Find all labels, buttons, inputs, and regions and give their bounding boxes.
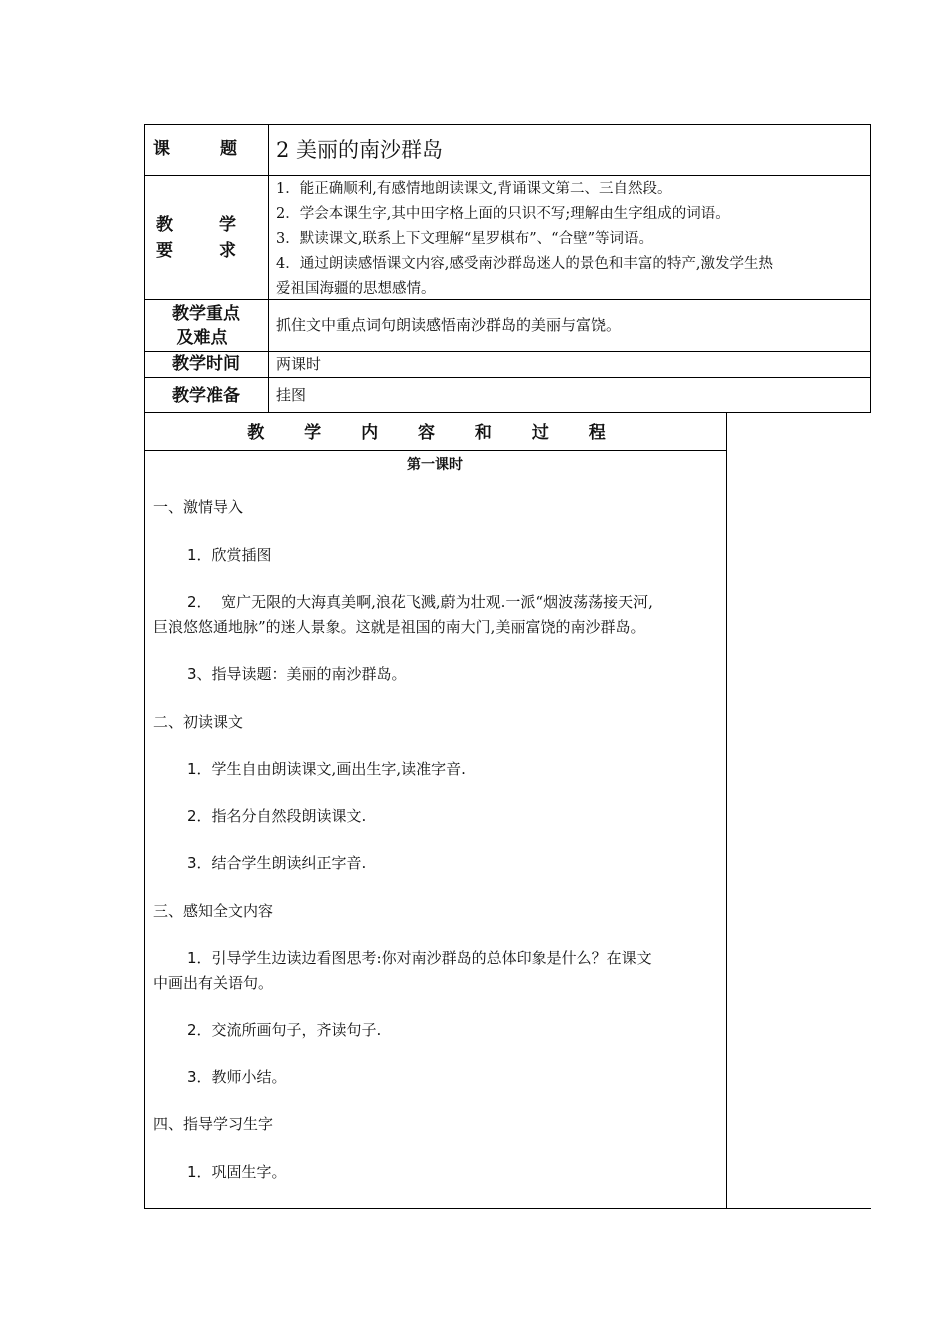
prep-label: 教学准备 [172, 386, 240, 406]
process-title: 教 学 内 容 和 过 程 [247, 423, 623, 443]
time-value: 两课时 [276, 355, 322, 373]
process-border-bottom [144, 1208, 871, 1209]
item-text: 宽广无限的大海真美啊,浪花飞溅,蔚为壮观.一派“烟波荡荡接天河, [221, 593, 653, 611]
process-column-divider [726, 412, 727, 1208]
table-row-divider [144, 412, 871, 413]
item-text: 指导读题：美丽的南沙群岛。 [211, 665, 407, 683]
requirements-list [276, 177, 866, 302]
item-number: 2． [187, 807, 212, 825]
list-item [153, 543, 713, 568]
requirements-label-line1: 教 学 [156, 215, 256, 235]
table-border-top [144, 124, 871, 125]
list-item [153, 757, 713, 782]
item-number: 2． [187, 593, 212, 611]
focus-value: 抓住文中重点词句朗读感悟南沙群岛的美丽与富饶。 [276, 316, 622, 334]
section-heading: 三、感知全文内容 [153, 902, 274, 920]
list-item-continuation: 中画出有关语句。 [153, 974, 274, 992]
list-item [153, 590, 713, 615]
list-item [153, 851, 713, 876]
item-number: 2． [187, 1021, 212, 1039]
requirement-item: 爱祖国海疆的思想感情。 [276, 281, 436, 297]
topic-value: 2 美丽的南沙群岛 [276, 138, 444, 162]
list-item [153, 1018, 713, 1043]
focus-label-line2: 及难点 [176, 328, 228, 348]
list-item [153, 946, 713, 971]
list-item [153, 1160, 713, 1185]
item-text: 指名分自然段朗读课文. [211, 807, 367, 825]
item-text: 引导学生边读边看图思考:你对南沙群岛的总体印象是什么？在课文 [211, 949, 652, 967]
process-title-divider [144, 450, 727, 451]
table-border-right [870, 124, 871, 413]
topic-label: 课 题 [153, 139, 259, 159]
table-row-divider [144, 377, 871, 378]
table-row-divider [144, 175, 871, 176]
list-item-continuation: 巨浪悠悠通地脉”的迷人景象。这就是祖国的南大门,美丽富饶的南沙群岛。 [153, 618, 646, 636]
time-label: 教学时间 [172, 354, 240, 374]
requirement-item: 3．默读课文,联系上下文理解“星罗棋布”、“合壁”等词语。 [276, 231, 653, 247]
requirement-item: 4．通过朗读感悟课文内容,感受南沙群岛迷人的景色和丰富的特产,激发学生热 [276, 256, 773, 272]
item-number: 3． [187, 1068, 212, 1086]
section-heading: 二、初读课文 [153, 713, 244, 731]
section-heading: 一、激情导入 [153, 498, 244, 516]
item-number: 1． [187, 949, 212, 967]
item-number: 1． [187, 760, 212, 778]
item-text: 巩固生字。 [211, 1163, 287, 1181]
requirement-item: 1．能正确顺利,有感情地朗读课文,背诵课文第二、三自然段。 [276, 181, 672, 197]
list-item [153, 662, 713, 687]
item-number: 3、 [187, 665, 212, 683]
requirements-label-line2: 要 求 [156, 241, 256, 261]
item-text: 学生自由朗读课文,画出生字,读准字音. [211, 760, 466, 778]
item-text: 交流所画句子，齐读句子. [211, 1021, 382, 1039]
list-item [153, 804, 713, 829]
item-number: 3． [187, 854, 212, 872]
item-number: 1． [187, 1163, 212, 1181]
item-text: 结合学生朗读纠正字音. [211, 854, 367, 872]
list-item [153, 1065, 713, 1090]
item-number: 1． [187, 546, 212, 564]
item-text: 欣赏插图 [211, 546, 272, 564]
focus-label-line1: 教学重点 [172, 304, 240, 324]
section-heading: 四、指导学习生字 [153, 1115, 274, 1133]
prep-value: 挂图 [276, 386, 307, 404]
process-border-left [144, 412, 145, 1208]
item-text: 教师小结。 [211, 1068, 287, 1086]
lesson-title: 第一课时 [407, 457, 463, 473]
requirement-item: 2．学会本课生字,其中田字格上面的只识不写;理解由生字组成的词语。 [276, 206, 730, 222]
table-column-divider [268, 124, 269, 413]
